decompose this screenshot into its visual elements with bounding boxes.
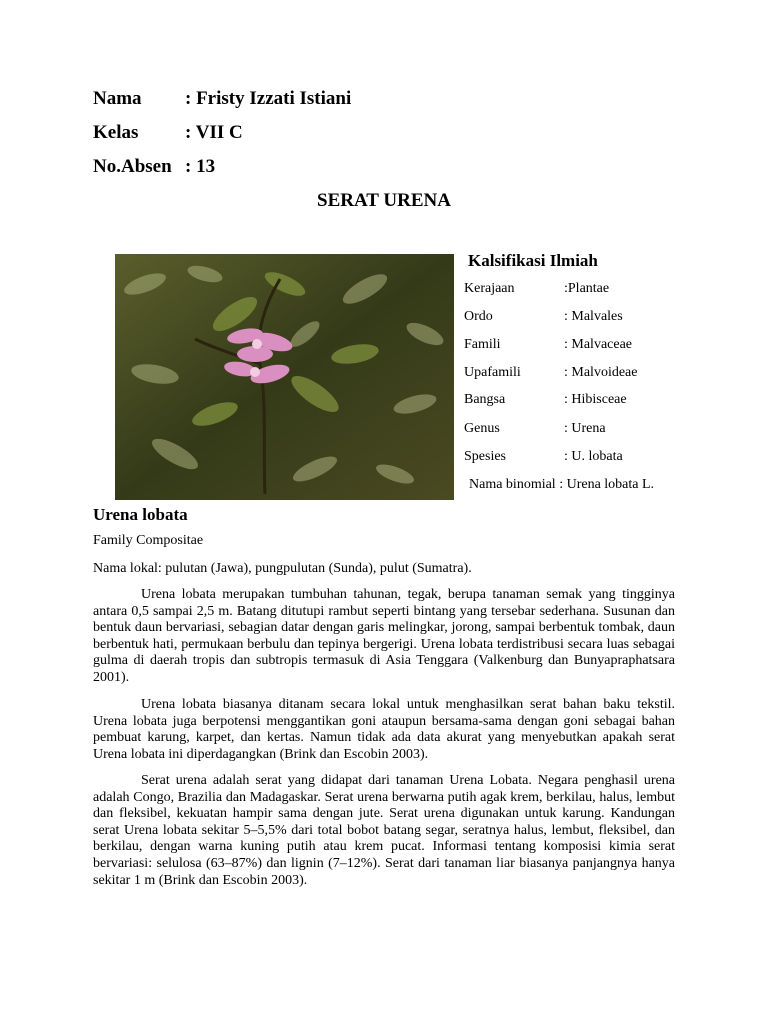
classification-value: : Malvales — [564, 309, 623, 324]
classification-value: : U. lobata — [564, 449, 623, 464]
classification-value: : Urena — [564, 421, 606, 436]
classification-row — [464, 281, 609, 297]
absen-label: No.Absen — [93, 156, 172, 177]
urena-lobata-photo — [115, 254, 454, 500]
class-label: Kelas — [93, 122, 139, 143]
classification-row — [464, 309, 623, 325]
classification-row — [464, 365, 637, 381]
classification-key: Kerajaan — [464, 281, 515, 296]
absen-value: : 13 — [185, 156, 216, 177]
name-label: Nama — [93, 88, 142, 109]
section-heading: Urena lobata — [93, 505, 188, 524]
class-value: : VII C — [185, 122, 243, 143]
class-row — [93, 122, 243, 144]
classification-value: : Hibisceae — [564, 392, 627, 407]
classification-value: :Plantae — [564, 281, 610, 296]
classification-heading: Kalsifikasi Ilmiah — [468, 251, 598, 270]
classification-row — [464, 421, 606, 437]
paragraph: Urena lobata biasanya ditanam secara lokal untuk menghasilkan serat bahan baku tekstil. Urena lobata juga berpotensi menggantikan goni ataupun bersama-sama dengan goni sebagai bahan pembuat karung, karpet, dan kertas. Namun tidak ada data akurat yang menyebutkan apakah serat Urena lobata ini diperdagangkan (Brink dan Escobin 2003). — [93, 697, 675, 762]
classification-row — [464, 392, 627, 408]
classification-key: Spesies — [464, 449, 506, 464]
name-row — [93, 88, 351, 110]
classification-value: : Malvoideae — [564, 365, 638, 380]
local-names-line: Nama lokal: pulutan (Jawa), pungpulutan (Sunda), pulut (Sumatra). — [93, 561, 472, 576]
paragraph: Serat urena adalah serat yang didapat dari tanaman Urena Lobata. Negara penghasil urena adalah Congo, Brazilia dan Madagaskar. Serat urena berwarna putih agak krem, berkilau, halus, lembut dan fleksibel, kekuatan hampir sama dengan jute. Serat urena digunakan untuk karung. Kandungan serat Urena lobata sekitar 5–5,5% dari total bobot batang segar, seratnya halus, lembut, fleksibel, dan berkilau, dengan warna kuning putih atau krem pucat. Informasi tentang komposisi kimia serat bervariasi: selulosa (63–87%) dan lignin (7–12%). Serat dari tanaman liar biasanya panjangnya hanya sekitar 1 m (Brink dan Escobin 2003). — [93, 773, 675, 888]
family-line: Family Compositae — [93, 533, 204, 548]
classification-row — [464, 337, 632, 353]
classification-key: Upafamili — [464, 365, 521, 380]
name-value: : Fristy Izzati Istiani — [185, 88, 352, 109]
absen-row — [93, 156, 215, 178]
classification-key: Ordo — [464, 309, 493, 324]
paragraph: Urena lobata merupakan tumbuhan tahunan, tegak, berupa tanaman semak yang tingginya antara 0,5 sampai 2,5 m. Batang ditutupi rambut seperti bintang yang tersebar sederhana. Susunan dan bentuk daun bervariasi, sebagian datar dengan garis melingkar, jorong, sampai berbentuk tombak, daun berbentuk hati, permukaan berbulu dan tepinya bergerigi. Urena lobata terdistribusi secara luas sebagai gulma di daerah tropis dan subtropis termasuk di Asia Tenggara (Valkenburg dan Bunyapraphatsara 2001). — [93, 587, 675, 685]
classification-row — [464, 449, 623, 465]
classification-value: : Malvaceae — [564, 337, 633, 352]
binomial-name: Nama binomial : Urena lobata L. — [469, 477, 655, 492]
classification-key: Famili — [464, 337, 501, 352]
classification-key: Bangsa — [464, 392, 506, 407]
page-title: SERAT URENA — [317, 190, 451, 211]
classification-key: Genus — [464, 421, 500, 436]
